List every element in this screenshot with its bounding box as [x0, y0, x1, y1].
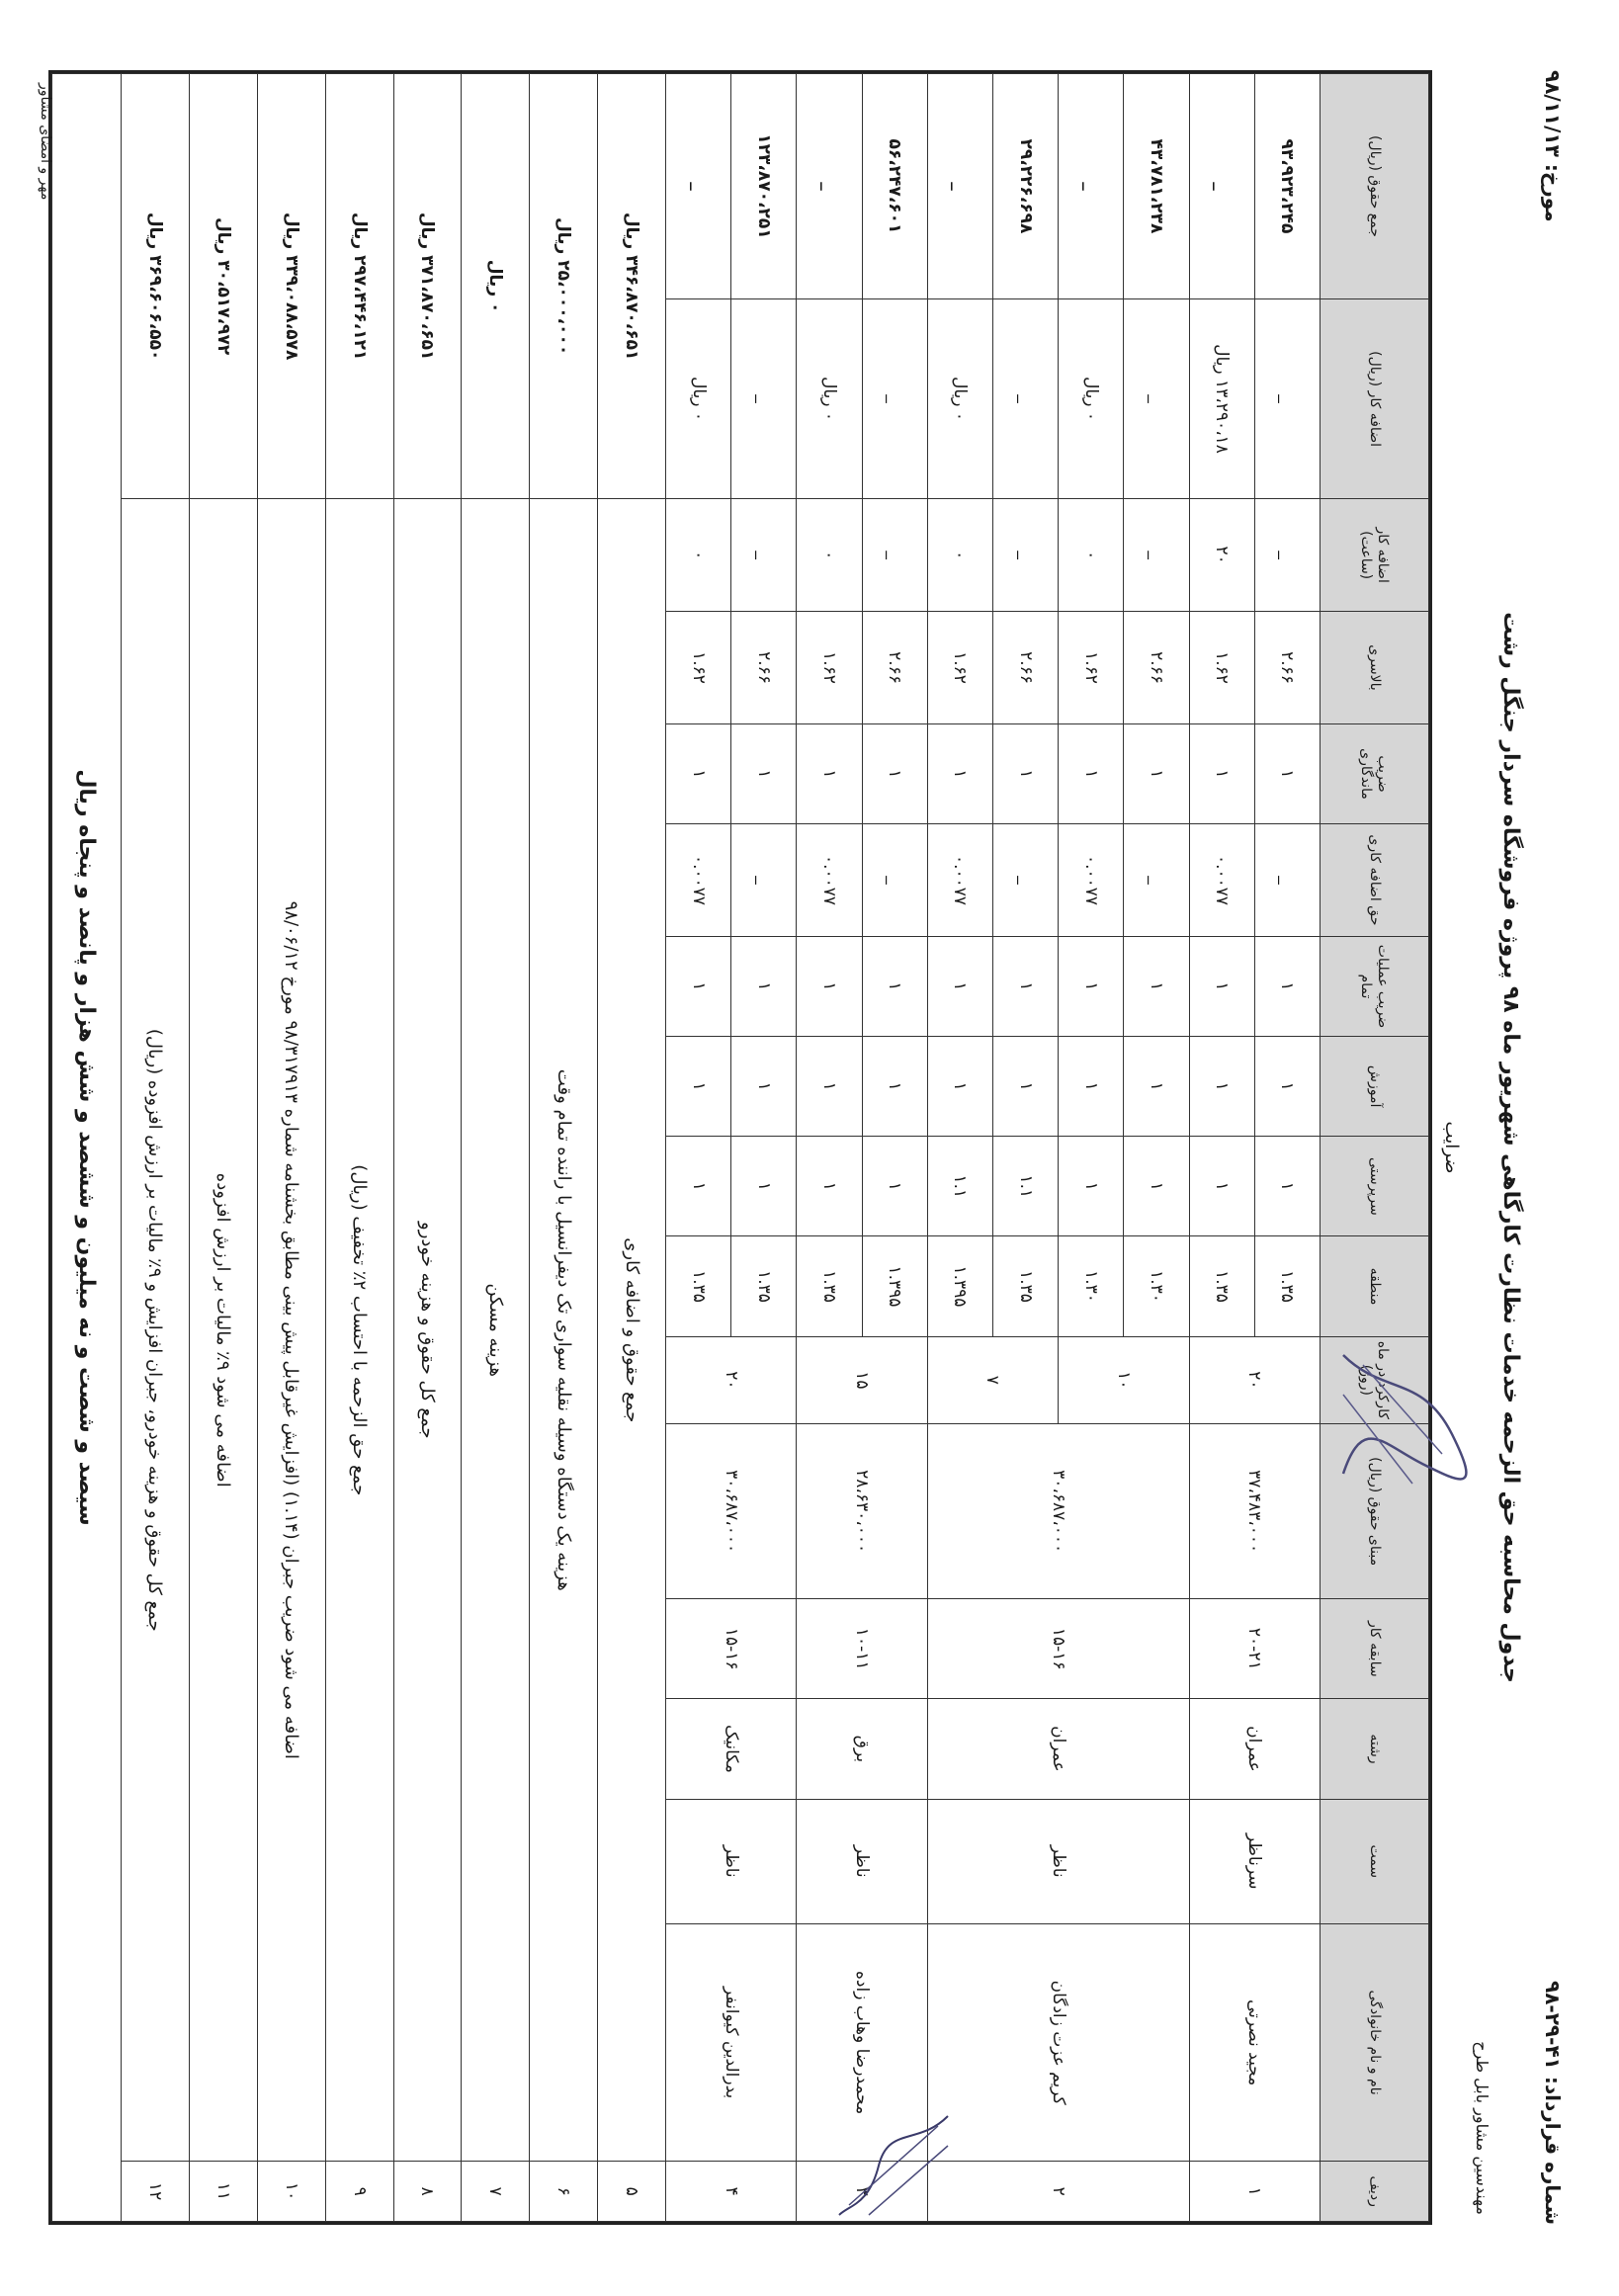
table-row — [862, 74, 927, 2222]
overtime-rial: ۰ ریال — [665, 298, 730, 498]
salary-total: _ — [1059, 74, 1124, 299]
col-header: اضافه کار (ریال) — [1321, 298, 1429, 498]
region-coef: ۱.۳۹۵ — [862, 1236, 927, 1336]
summary-label: جمع حقوق و اضافه کاری — [598, 499, 666, 2162]
row-number: ۹ — [325, 2162, 393, 2222]
region-coef: ۱.۳۵ — [992, 1236, 1058, 1336]
fulltime-coef: ۱ — [731, 936, 797, 1036]
summary-row — [122, 74, 190, 2222]
overtime-rial: ۰ ریال — [927, 298, 992, 498]
work-days: ۱۵ — [797, 1336, 927, 1424]
overtime-hours: ۰ — [665, 499, 730, 612]
overtime-hours: ۰ — [797, 499, 862, 612]
document-date: مورخ: ۹۸/۱۱/۱۳ — [1541, 70, 1565, 222]
overtime-rial: ۰ ریال — [1059, 298, 1124, 498]
education-coef: ۱ — [797, 1037, 862, 1137]
overtime-rate: ۰.۰۰۷۷ — [797, 824, 862, 937]
contract-number: شماره قرارداد: ۴۱-۲۹-۹۸ — [1541, 1980, 1565, 2225]
region-coef: ۱.۳۵ — [665, 1236, 730, 1336]
document-title — [1491, 70, 1531, 2225]
overtime-hours: ۲۰ — [1189, 499, 1254, 612]
summary-label: جمع حق الزحمه با احتساب ۲٪ تخفیف (ریال) — [325, 499, 393, 2162]
row-number: ۵ — [598, 2162, 666, 2222]
education-coef: ۱ — [1189, 1037, 1254, 1137]
row-number: ۶ — [530, 2162, 598, 2222]
overhead-coef: ۱.۶۲ — [797, 612, 862, 724]
stay-coef: ۱ — [1124, 723, 1189, 823]
summary-label: هزینه یک دستگاه وسیله نقلیه سواری تک دیفرانسیل با راننده تمام وقت — [530, 499, 598, 2162]
employee-post: ناظر — [797, 1799, 927, 1923]
education-coef: ۱ — [1254, 1037, 1320, 1137]
fulltime-coef: ۱ — [862, 936, 927, 1036]
overtime-rial: _ — [862, 298, 927, 498]
education-coef: ۱ — [1124, 1037, 1189, 1137]
education-coef: ۱ — [665, 1037, 730, 1137]
summary-value: ۰ ریال — [462, 74, 530, 499]
stay-coef: ۱ — [1189, 723, 1254, 823]
fulltime-coef: ۱ — [797, 936, 862, 1036]
fulltime-coef: ۱ — [1059, 936, 1124, 1036]
col-header: رشته — [1321, 1699, 1429, 1799]
summary-row — [189, 74, 257, 2222]
supervision-coef: ۱ — [862, 1137, 927, 1236]
salary-total: _ — [927, 74, 992, 299]
overhead-coef: ۲.۶۶ — [1254, 612, 1320, 724]
row-number: ۱۰ — [257, 2162, 325, 2222]
work-days: ۱۰ — [1059, 1336, 1189, 1424]
col-header: بالاسری — [1321, 612, 1429, 724]
fulltime-coef: ۱ — [1124, 936, 1189, 1036]
education-coef: ۱ — [992, 1037, 1058, 1137]
supervision-coef: ۱ — [731, 1137, 797, 1236]
overtime-rial: _ — [1124, 298, 1189, 498]
salary-total: ۴۳،۷۸۱،۲۳۸ — [1124, 74, 1189, 299]
overtime-rate: _ — [992, 824, 1058, 937]
overhead-coef: ۱.۶۲ — [665, 612, 730, 724]
salary-total: _ — [1189, 74, 1254, 299]
overhead-coef: ۱.۶۲ — [927, 612, 992, 724]
employee-field: عمران — [927, 1699, 1189, 1799]
education-coef: ۱ — [927, 1037, 992, 1137]
supervision-coef: ۱.۱ — [927, 1137, 992, 1236]
stay-coef: ۱ — [797, 723, 862, 823]
base-salary: ۳۰،۶۸۷،۰۰۰ — [927, 1424, 1189, 1599]
overhead-coef: ۲.۶۶ — [992, 612, 1058, 724]
title-text: جدول محاسبه حق الزحمه خدمات نظارت کارگاهی شهریور ماه ۹۸ پروژه فروشگاه سردار جنگل رشت — [1498, 612, 1524, 1683]
overtime-hours: ۰ — [927, 499, 992, 612]
region-coef: ۱.۳۹۵ — [927, 1236, 992, 1336]
signature-label: مهر و امضای مشاور — [38, 83, 53, 201]
summary-row — [598, 74, 666, 2222]
overtime-hours: ۰ — [1059, 499, 1124, 612]
summary-row — [325, 74, 393, 2222]
fulltime-coef: ۱ — [665, 936, 730, 1036]
experience: ۱۰-۱۱ — [797, 1599, 927, 1699]
row-number: ۱۱ — [189, 2162, 257, 2222]
region-coef: ۱.۳۵ — [1254, 1236, 1320, 1336]
summary-row — [462, 74, 530, 2222]
overhead-coef: ۲.۶۶ — [731, 612, 797, 724]
row-number: ۳ — [797, 2162, 927, 2222]
overhead-coef: ۱.۶۲ — [1059, 612, 1124, 724]
col-header: اضافه کار (ساعت) — [1321, 499, 1429, 612]
fee-table-wrapper — [38, 70, 1432, 2225]
overtime-rial: ۱۳،۲۹۰،۱۸ ریال — [1189, 298, 1254, 498]
supervision-coef: ۱.۱ — [992, 1137, 1058, 1236]
col-header: سمت — [1321, 1799, 1429, 1923]
base-salary: ۳۷،۴۸۳،۰۰۰ — [1189, 1424, 1320, 1599]
base-salary: ۲۸،۶۳۰،۰۰۰ — [797, 1424, 927, 1599]
supervision-coef: ۱ — [797, 1137, 862, 1236]
summary-value: ۲۹۷،۴۴۶،۱۲۱ ریال — [325, 74, 393, 499]
col-header: سابقه کار — [1321, 1599, 1429, 1699]
overtime-hours: _ — [731, 499, 797, 612]
col-header: منطقه — [1321, 1236, 1429, 1336]
summary-label: اضافه می شود ضریب جبران (۱.۱۴) (افزایش غیرقابل پیش بینی مطابق بخشنامه شماره ۹۸/۳۱۷۹۱۳ مورخ ۹۸/۰۶/۱۲ — [257, 499, 325, 2162]
col-header: ضریب عملیات تمام — [1321, 936, 1429, 1036]
education-coef: ۱ — [862, 1037, 927, 1137]
row-number: ۷ — [462, 2162, 530, 2222]
stay-coef: ۱ — [665, 723, 730, 823]
supervision-coef: ۱ — [1059, 1137, 1124, 1236]
overtime-hours: _ — [992, 499, 1058, 612]
experience: ۱۵-۱۶ — [927, 1599, 1189, 1699]
header-line — [1533, 70, 1573, 2225]
overhead-coef: ۲.۶۶ — [862, 612, 927, 724]
salary-total: ۵۶،۲۴۷،۶۰۱ — [862, 74, 927, 299]
supervision-coef: ۱ — [1189, 1137, 1254, 1236]
col-header: مبنای حقوق (ریال) — [1321, 1424, 1429, 1599]
summary-value: ۳۳۹،۰۸۸،۵۷۸ ریال — [257, 74, 325, 499]
summary-value: ۳۰،۵۱۷،۹۷۲ ریال — [189, 74, 257, 499]
employee-name: مجید نصرتی — [1189, 1923, 1320, 2161]
summary-row — [530, 74, 598, 2222]
coefficients-title: ضرایب — [1441, 1121, 1462, 1174]
header-row — [1321, 74, 1429, 2222]
work-days: ۷ — [927, 1336, 1058, 1424]
overtime-rial: _ — [992, 298, 1058, 498]
stay-coef: ۱ — [862, 723, 927, 823]
summary-value: ۲۵،۰۰۰،۰۰۰ ریال — [530, 74, 598, 499]
total-words-row — [52, 74, 122, 2222]
summary-label: جمع کل حقوق و هزینه خودرو، جبران افزایش و ۹٪ مالیات بر ارزش افزوده (ریال) — [122, 499, 190, 2162]
fulltime-coef: ۱ — [1254, 936, 1320, 1036]
education-coef: ۱ — [1059, 1037, 1124, 1137]
stay-coef: ۱ — [1254, 723, 1320, 823]
overtime-rate: _ — [862, 824, 927, 937]
region-coef: ۱.۳۰ — [1124, 1236, 1189, 1336]
summary-row — [393, 74, 462, 2222]
fee-table — [51, 73, 1429, 2222]
summary-value: ۳۴۶،۸۷۰،۶۵۱ ریال — [598, 74, 666, 499]
table-row — [1124, 74, 1189, 2222]
overtime-rate: _ — [1254, 824, 1320, 937]
overtime-rate: ۰.۰۰۷۷ — [1189, 824, 1254, 937]
salary-total: ۹۳،۹۲۳،۲۴۵ — [1254, 74, 1320, 299]
document-sheet — [29, 50, 1590, 2245]
employee-name: محمدرضا وهاب زاده — [797, 1923, 927, 2161]
experience: ۱۵-۱۶ — [665, 1599, 796, 1699]
row-number: ۸ — [393, 2162, 462, 2222]
table-row — [1254, 74, 1320, 2222]
supervision-coef: ۱ — [1124, 1137, 1189, 1236]
table-row — [731, 74, 797, 2222]
summary-label: اضافه می شود ۹٪ مالیات بر ارزش افزوده — [189, 499, 257, 2162]
summary-row — [257, 74, 325, 2222]
col-header: نام و نام خانوادگی — [1321, 1923, 1429, 2161]
stay-coef: ۱ — [731, 723, 797, 823]
col-header: ضریب ماندگاری — [1321, 723, 1429, 823]
overtime-rate: ۰.۰۰۷۷ — [927, 824, 992, 937]
supervision-coef: ۱ — [665, 1137, 730, 1236]
overtime-hours: _ — [1124, 499, 1189, 612]
consultant-name: مهندسین مشاور بابل طرح — [1473, 2041, 1491, 2215]
fulltime-coef: ۱ — [927, 936, 992, 1036]
education-coef: ۱ — [731, 1037, 797, 1137]
region-coef: ۱.۳۵ — [731, 1236, 797, 1336]
employee-name: کریم عزت زادگان — [927, 1923, 1189, 2161]
employee-post: ناظر — [665, 1799, 796, 1923]
employee-field: برق — [797, 1699, 927, 1799]
col-header: حق اضافه کاری — [1321, 824, 1429, 937]
col-header: جمع حقوق (ریال) — [1321, 74, 1429, 299]
summary-label: هزینه مسکن — [462, 499, 530, 2162]
col-header: ردیف — [1321, 2162, 1429, 2222]
salary-total: ۲۹،۲۲۶،۶۹۸ — [992, 74, 1058, 299]
overtime-rial: _ — [1254, 298, 1320, 498]
overhead-coef: ۲.۶۶ — [1124, 612, 1189, 724]
region-coef: ۱.۳۵ — [1189, 1236, 1254, 1336]
row-number: ۴ — [665, 2162, 796, 2222]
overtime-rial: _ — [731, 298, 797, 498]
salary-total: ۱۲۳،۸۷۰،۲۵۱ — [731, 74, 797, 299]
experience: ۲۰-۲۱ — [1189, 1599, 1320, 1699]
col-header: سرپرستی — [1321, 1137, 1429, 1236]
overtime-rial: ۰ ریال — [797, 298, 862, 498]
base-salary: ۳۰،۶۸۷،۰۰۰ — [665, 1424, 796, 1599]
stay-coef: ۱ — [927, 723, 992, 823]
region-coef: ۱.۳۵ — [797, 1236, 862, 1336]
stay-coef: ۱ — [1059, 723, 1124, 823]
work-days: ۲۰ — [1189, 1336, 1320, 1424]
employee-post: ناظر — [927, 1799, 1189, 1923]
col-header: کارکرد در ماه (روز) — [1321, 1336, 1429, 1424]
row-number: ۱ — [1189, 2162, 1320, 2222]
row-number: ۱۲ — [122, 2162, 190, 2222]
employee-name: بدرالدین کیوانفر — [665, 1923, 796, 2161]
overtime-rate: _ — [731, 824, 797, 937]
salary-total: _ — [797, 74, 862, 299]
employee-post: سرناظر — [1189, 1799, 1320, 1923]
row-number: ۲ — [927, 2162, 1189, 2222]
col-header: آموزش — [1321, 1037, 1429, 1137]
overtime-hours: _ — [862, 499, 927, 612]
salary-total: _ — [665, 74, 730, 299]
overtime-hours: _ — [1254, 499, 1320, 612]
total-in-words: سیصد و شصت و نه میلیون و ششصد و شش هزار و پانصد و پنجاه ریال — [52, 74, 122, 2222]
summary-value: ۳۶۹،۶۰۶،۵۵۰ ریال — [122, 74, 190, 499]
employee-field: مکانیک — [665, 1699, 796, 1799]
supervision-coef: ۱ — [1254, 1137, 1320, 1236]
summary-value: ۳۷۱،۸۷۰،۶۵۱ ریال — [393, 74, 462, 499]
employee-field: عمران — [1189, 1699, 1320, 1799]
stay-coef: ۱ — [992, 723, 1058, 823]
region-coef: ۱.۳۰ — [1059, 1236, 1124, 1336]
overtime-rate: _ — [1124, 824, 1189, 937]
summary-label: جمع کل حقوق و هزینه خودرو — [393, 499, 462, 2162]
overtime-rate: ۰.۰۰۷۷ — [665, 824, 730, 937]
overtime-rate: ۰.۰۰۷۷ — [1059, 824, 1124, 937]
fulltime-coef: ۱ — [1189, 936, 1254, 1036]
work-days: ۲۰ — [665, 1336, 796, 1424]
fulltime-coef: ۱ — [992, 936, 1058, 1036]
overhead-coef: ۱.۶۲ — [1189, 612, 1254, 724]
